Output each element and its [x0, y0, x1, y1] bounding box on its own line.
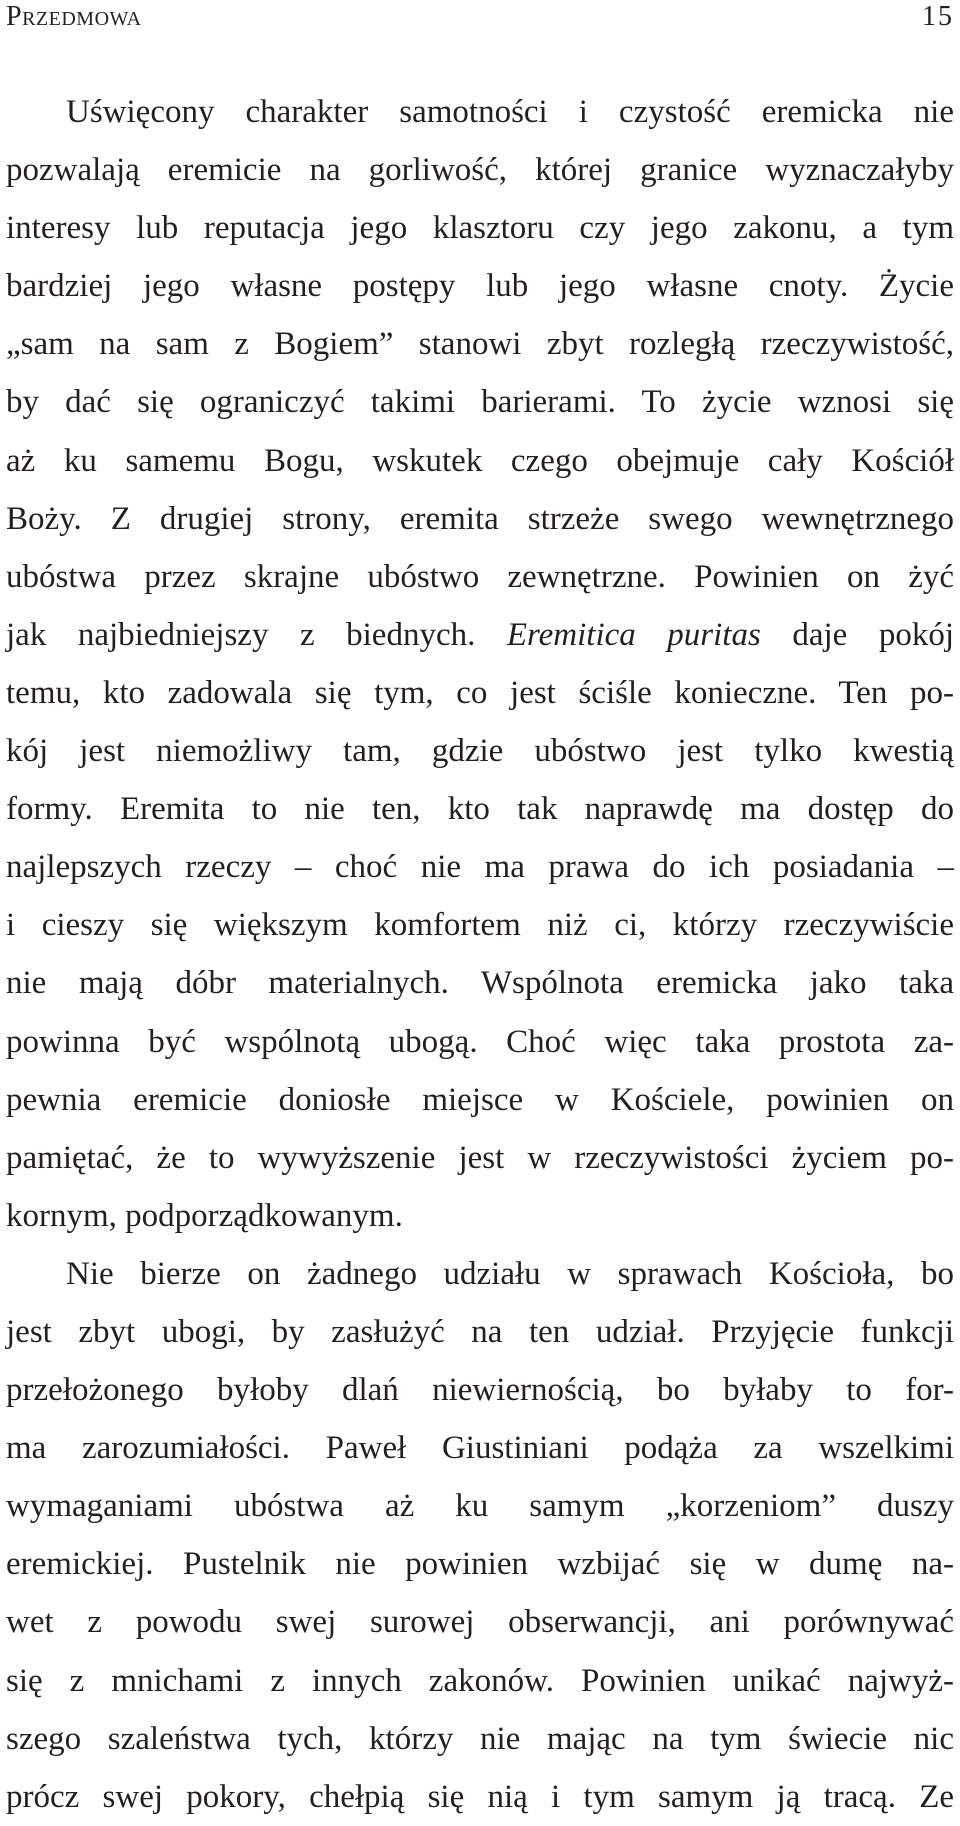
- text-line: najlepszych rzeczy – choć nie ma prawa do ich posiadania –: [6, 849, 954, 886]
- running-head: Przedmowa: [6, 1, 142, 32]
- text-line: formy. Eremita to nie ten, kto tak naprawdę ma dostęp do: [6, 791, 954, 828]
- text-line: Nie bierze on żadnego udziału w sprawach Kościoła, bo: [66, 1255, 954, 1292]
- text-line: Uświęcony charakter samotności i czystość eremicka nie: [66, 94, 954, 130]
- text-line-with-italic: [6, 606, 954, 664]
- body-text: [6, 83, 954, 1826]
- text-line: jest zbyt ubogi, by zasłużyć na ten udział. Przyjęcie funkcji: [6, 1313, 954, 1350]
- page-number: 15: [922, 1, 954, 32]
- text-line: pozwalają eremicie na gorliwość, której granice wyznaczałyby: [6, 152, 954, 189]
- text-line: pewnia eremicie doniosłe miejsce w Kościele, powinien on: [6, 1081, 954, 1118]
- text-line: ubóstwa przez skrajne ubóstwo zewnętrzne. Powinien on żyć: [6, 558, 954, 595]
- text-line: szego szaleństwa tych, którzy nie mając na tym świecie nic: [6, 1720, 954, 1757]
- text-line: i cieszy się większym komfortem niż ci, którzy rzeczywiście: [6, 907, 954, 944]
- text-line: przełożonego byłoby dlań niewiernością, bo byłaby to for-: [6, 1372, 954, 1409]
- text-line: powinna być wspólnotą ubogą. Choć więc taka prostota za-: [6, 1023, 954, 1060]
- text-segment: daje pokój: [792, 616, 955, 653]
- text-line: pamiętać, że to wywyższenie jest w rzeczywistości życiem po-: [6, 1139, 954, 1176]
- text-line: interesy lub reputacja jego klasztoru czy jego zakonu, a tym: [6, 210, 954, 247]
- text-line: kornym, podporządkowanym.: [6, 1197, 403, 1234]
- text-line: ma zarozumiałości. Paweł Giustiniani podąża za wszelkimi: [6, 1430, 954, 1467]
- italic-phrase: Eremitica puritas: [506, 616, 761, 653]
- text-line: „sam na sam z Bogiem” stanowi zbyt rozległą rzeczywistość,: [6, 326, 954, 363]
- text-line: Boży. Z drugiej strony, eremita strzeże swego wewnętrznego: [6, 500, 954, 537]
- text-line: aż ku samemu Bogu, wskutek czego obejmuje cały Kościół: [6, 442, 954, 479]
- text-line: eremickiej. Pustelnik nie powinien wzbijać się w dumę na-: [6, 1546, 954, 1583]
- page-header: [6, 0, 954, 34]
- text-segment: jak najbiedniejszy z biednych.: [6, 616, 476, 653]
- text-line: wet z powodu swej surowej obserwancji, ani porównywać: [6, 1604, 954, 1641]
- text-line: wymaganiami ubóstwa aż ku samym „korzeniom” duszy: [6, 1488, 954, 1525]
- text-line: bardziej jego własne postępy lub jego własne cnoty. Życie: [6, 268, 954, 305]
- text-line: kój jest niemożliwy tam, gdzie ubóstwo jest tylko kwestią: [6, 733, 954, 770]
- text-line: nie mają dóbr materialnych. Wspólnota eremicka jako taka: [6, 965, 954, 1002]
- text-line: temu, kto zadowala się tym, co jest ściśle konieczne. Ten po-: [6, 674, 954, 711]
- text-line: się z mnichami z innych zakonów. Powinien unikać najwyż-: [6, 1662, 954, 1699]
- text-line: by dać się ograniczyć takimi barierami. To życie wznosi się: [6, 384, 954, 421]
- text-line: prócz swej pokory, chełpią się nią i tym samym ją tracą. Ze: [6, 1778, 954, 1815]
